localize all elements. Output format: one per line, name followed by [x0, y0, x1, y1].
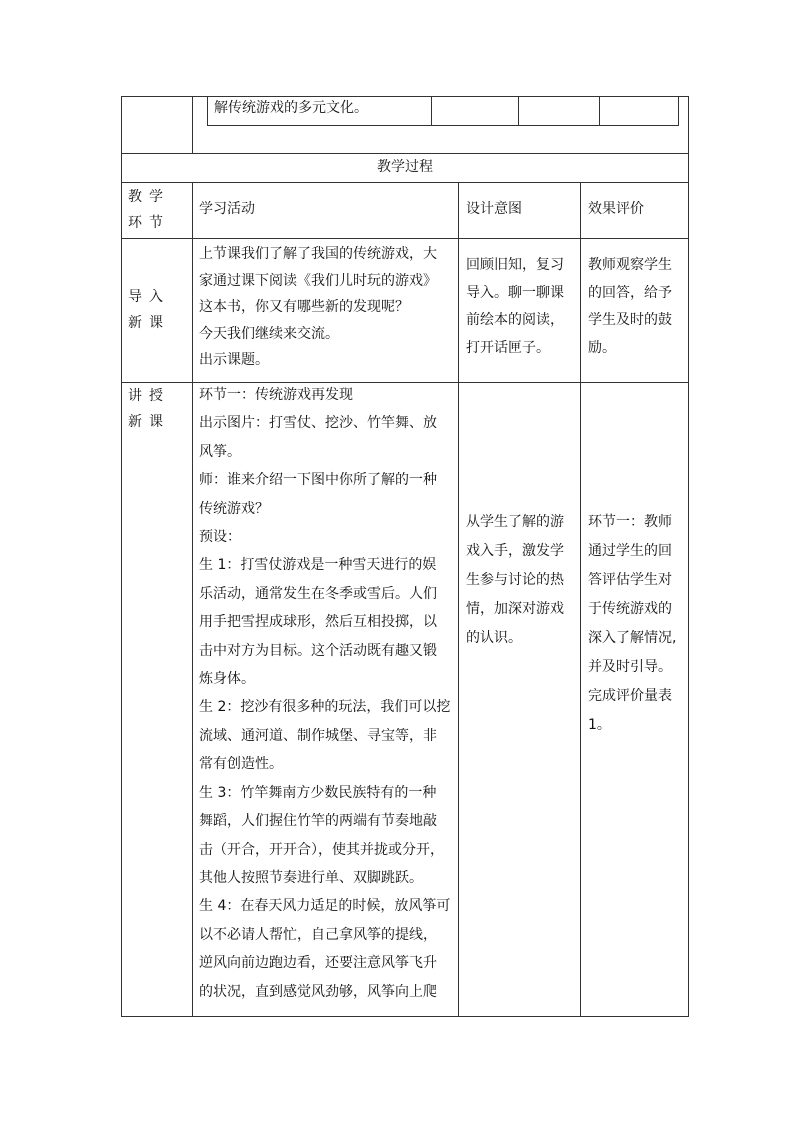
table-border-right [688, 96, 689, 1017]
col-divider-2 [458, 182, 459, 1017]
row2-activity-line: 常有创造性。 [199, 756, 283, 773]
row2-activity-line: 舞蹈，人们握住竹竿的两端有节奏地敲 [199, 813, 437, 830]
nested-table-right [678, 96, 679, 126]
col-divider-3 [580, 182, 581, 1017]
row2-intent [466, 508, 564, 653]
col-divider-1 [192, 182, 193, 1017]
row2-evaluation-line: 于传统游戏的 [588, 601, 672, 617]
row2-evaluation-line: 环节一：教师 [588, 514, 672, 530]
row2-intent-line: 生参与讨论的热 [466, 572, 564, 588]
row2-activity-line: 的状况，直到感觉风劲够，风筝向上爬 [199, 983, 437, 1000]
nested-table-col1 [431, 96, 432, 126]
nested-table-left [207, 96, 208, 126]
row1-activity-line: 上节课我们了解了我国的传统游戏，大 [199, 246, 437, 262]
header-evaluation: 效果评价 [588, 201, 644, 217]
row1-evaluation-line: 励。 [588, 340, 616, 357]
row2-evaluation-line: 并及时引导。 [588, 659, 672, 675]
row2-evaluation-line: 1。 [588, 717, 611, 733]
row2-activity [199, 381, 450, 1006]
row2-activity-line: 生 3：竹竿舞南方少数民族特有的一种 [199, 784, 437, 801]
row2-activity-line: 逆风向前边跑边看，还要注意风筝飞升 [199, 955, 437, 972]
table-border-left [121, 96, 122, 1017]
row1-evaluation-line: 学生及时的鼓 [588, 312, 672, 329]
row2-intent-line: 情，加深对游戏 [466, 601, 564, 617]
nested-table-bottom [207, 125, 679, 126]
header-stage: 教学环节 [128, 189, 170, 231]
row2-evaluation [588, 508, 676, 740]
row2-evaluation-line: 完成评价量表 [588, 688, 672, 704]
row1-evaluation-line: 的回答，给予 [588, 284, 672, 301]
row2-intent-line: 戏入手，激发学 [466, 543, 564, 559]
row2-activity-line: 出示图片：打雪仗、挖沙、竹竿舞、放 [199, 415, 437, 432]
row2-activity-line: 生 4：在春天风力适足的时候，放风筝可 [199, 898, 451, 915]
row2-evaluation-line: 答评估学生对 [588, 572, 672, 588]
row2-activity-line: 预设： [199, 529, 241, 546]
row1-intent-line: 导入。聊一聊课 [466, 284, 564, 301]
row2-activity-line: 其他人按照节奏进行单、双脚跳跃。 [199, 869, 423, 886]
top-col-divider [192, 96, 193, 153]
row1-intent-line: 回顾旧知，复习 [466, 257, 564, 273]
row2-activity-line: 生 1：打雪仗游戏是一种雪天进行的娱 [199, 557, 437, 574]
row2-activity-line: 风筝。 [199, 443, 241, 460]
row1-intent-line: 前绘本的阅读， [466, 312, 564, 329]
header-row-top [121, 182, 689, 183]
row2-activity-line: 击中对方为目标。这个活动既有趣又锻 [199, 642, 437, 659]
row2-activity-line: 生 2：挖沙有很多种的玩法，我们可以挖 [199, 699, 451, 716]
row2-activity-line: 用手把雪捏成球形，然后互相投掷，以 [199, 614, 437, 631]
row2-stage: 讲授新课 [128, 388, 170, 430]
row2-intent-line: 从学生了解的游 [466, 514, 564, 530]
table-border-bottom [121, 1016, 689, 1017]
row2-activity-line: 流域、通河道、制作城堡、寻宝等，非 [199, 727, 437, 744]
row1-evaluation-line: 教师观察学生 [588, 257, 672, 273]
row1-top [121, 238, 689, 239]
row1-evaluation [588, 252, 672, 363]
row1-activity [199, 241, 437, 374]
header-intent: 设计意图 [466, 201, 522, 217]
nested-table-col2 [518, 96, 519, 126]
row1-activity-line: 这本书，你又有哪些新的发现呢？ [199, 299, 409, 316]
row1-stage: 导入新课 [128, 289, 170, 331]
row2-activity-line: 击（开合，开开合），使其并拢或分开， [199, 841, 444, 858]
section-title: 教学过程 [377, 159, 433, 175]
header-activity: 学习活动 [199, 201, 255, 217]
row2-activity-line: 炼身体。 [199, 671, 255, 688]
row1-intent-line: 打开话匣子。 [466, 340, 550, 357]
row1-intent [466, 252, 564, 363]
row2-intent-line: 的认识。 [466, 630, 522, 646]
top-fragment-text: 解传统游戏的多元文化。 [214, 100, 368, 116]
row2-activity-line: 以不必请人帮忙，自己拿风筝的提线， [199, 926, 437, 943]
row2-evaluation-line: 通过学生的回 [588, 543, 672, 559]
row2-activity-line: 传统游戏？ [199, 500, 269, 517]
row2-activity-line: 师：谁来介绍一下图中你所了解的一种 [199, 472, 437, 489]
row2-activity-line: 乐活动，通常发生在冬季或雪后。人们 [199, 585, 437, 602]
row1-activity-line: 出示课题。 [199, 352, 269, 369]
row1-activity-line: 今天我们继续来交流。 [199, 325, 339, 342]
nested-table-col3 [599, 96, 600, 126]
row2-evaluation-line: 深入了解情况, [588, 630, 677, 646]
row2-activity-line: 环节一：传统游戏再发现 [199, 387, 353, 403]
row1-activity-line: 家通过课下阅读《我们儿时玩的游戏》 [199, 272, 437, 289]
